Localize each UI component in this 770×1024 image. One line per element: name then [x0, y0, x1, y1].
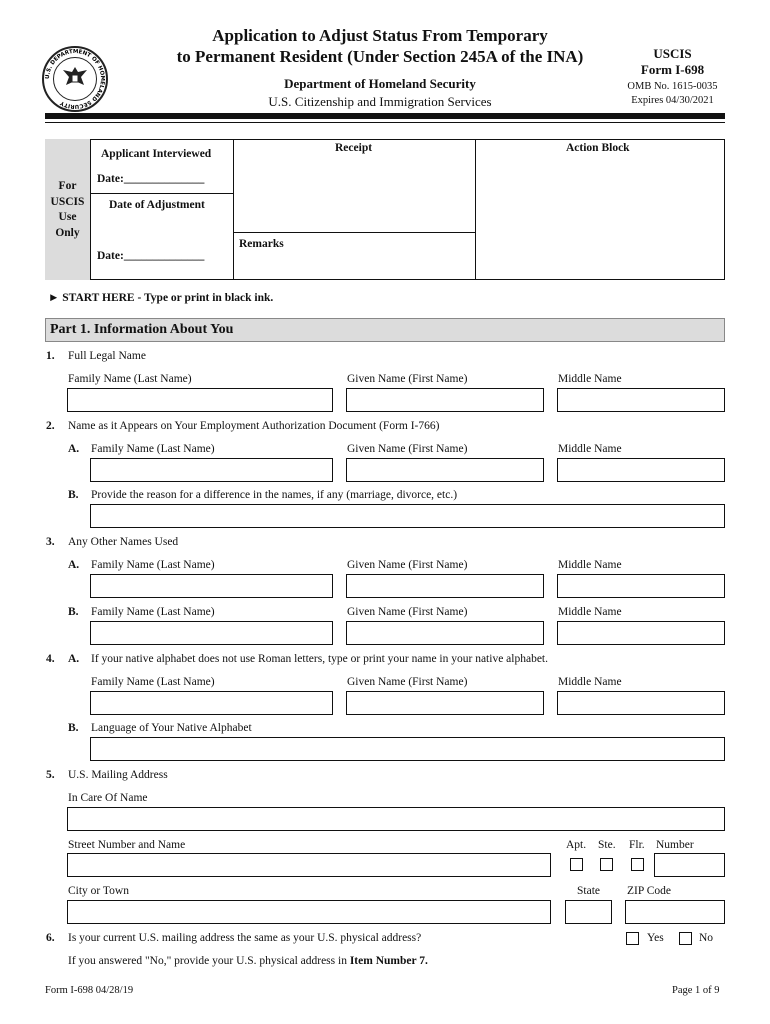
sub-item-letter: B. — [68, 489, 79, 501]
zip-code-input[interactable] — [625, 900, 725, 924]
in-care-of-input[interactable] — [67, 807, 725, 831]
svg-text:U.S. DEPARTMENT OF HOMELAND SE: U.S. DEPARTMENT OF HOMELAND SECURITY — [44, 48, 106, 110]
field-label: Family Name (Last Name) — [91, 676, 215, 688]
field-label: State — [577, 885, 600, 897]
field-label: Given Name (First Name) — [347, 606, 468, 618]
field-label: Middle Name — [558, 373, 622, 385]
field-label: Middle Name — [558, 559, 622, 571]
field-label: Ste. — [598, 839, 616, 851]
q3a-given-name-input[interactable] — [346, 574, 544, 598]
q4b-label: Language of Your Native Alphabet — [91, 722, 252, 734]
eagle-icon — [60, 63, 90, 93]
yes-checkbox[interactable] — [626, 932, 639, 945]
state-select[interactable] — [565, 900, 612, 924]
form-id-block: USCIS Form I-698 — [640, 46, 705, 77]
field-label: City or Town — [68, 885, 129, 897]
q4b-language-input[interactable] — [90, 737, 725, 761]
q1-given-name-input[interactable] — [346, 388, 544, 412]
field-label: In Care Of Name — [68, 792, 148, 804]
part1-header: Part 1. Information About You — [45, 318, 725, 342]
interview-date-label: Date:______________ — [97, 173, 205, 185]
page-number: Page 1 of 9 — [672, 985, 720, 996]
item-number: 5. — [46, 769, 55, 781]
q2a-middle-name-input[interactable] — [557, 458, 725, 482]
sub-item-letter: A. — [68, 653, 80, 665]
date-of-adjustment-label: Date of Adjustment — [109, 199, 205, 211]
field-label: Given Name (First Name) — [347, 676, 468, 688]
sub-item-letter: A. — [68, 559, 80, 571]
item-number: 3. — [46, 536, 55, 548]
q3a-family-name-input[interactable] — [90, 574, 333, 598]
q1-family-name-input[interactable] — [67, 388, 333, 412]
start-here-instruction: ► START HERE - Type or print in black ink. — [48, 292, 274, 304]
q4a-given-name-input[interactable] — [346, 691, 544, 715]
sub-item-letter: B. — [68, 606, 79, 618]
applicant-interviewed-label: Applicant Interviewed — [101, 148, 212, 160]
header-rule-thin — [45, 122, 725, 123]
divider — [475, 139, 476, 280]
adjustment-date-label: Date:______________ — [97, 250, 205, 262]
sub-item-letter: B. — [68, 722, 79, 734]
agency-name: U.S. Citizenship and Immigration Services — [268, 94, 492, 109]
divider — [91, 193, 233, 194]
field-label: Family Name (Last Name) — [68, 373, 192, 385]
field-label: Number — [656, 839, 694, 851]
q5-label: U.S. Mailing Address — [68, 769, 168, 781]
header-rule-thick — [45, 113, 725, 119]
city-input[interactable] — [67, 900, 551, 924]
for-uscis-use-only: For USCIS Use Only — [45, 139, 91, 280]
q6-label: Is your current U.S. mailing address the same as your U.S. physical address? — [68, 932, 422, 944]
q1-middle-name-input[interactable] — [557, 388, 725, 412]
q2-label: Name as it Appears on Your Employment Authorization Document (Form I-766) — [68, 420, 440, 432]
q3b-given-name-input[interactable] — [346, 621, 544, 645]
field-label: Middle Name — [558, 443, 622, 455]
field-label: Family Name (Last Name) — [91, 559, 215, 571]
item-number: 1. — [46, 350, 55, 362]
field-label: Middle Name — [558, 676, 622, 688]
q2a-family-name-input[interactable] — [90, 458, 333, 482]
q3a-middle-name-input[interactable] — [557, 574, 725, 598]
q3b-middle-name-input[interactable] — [557, 621, 725, 645]
q2a-given-name-input[interactable] — [346, 458, 544, 482]
receipt-label: Receipt — [335, 142, 373, 154]
ste-checkbox[interactable] — [600, 858, 613, 871]
q4a-middle-name-input[interactable] — [557, 691, 725, 715]
yes-label: Yes — [647, 932, 664, 944]
no-label: No — [699, 932, 714, 944]
item-number: 6. — [46, 932, 55, 944]
q2b-reason-input[interactable] — [90, 504, 725, 528]
field-label: Given Name (First Name) — [347, 559, 468, 571]
form-edition: Form I-698 04/28/19 — [45, 985, 134, 996]
flr-checkbox[interactable] — [631, 858, 644, 871]
form-title: Application to Adjust Status From Temporary to Permanent Resident (Under Section 245A of the INA) — [176, 26, 584, 66]
unit-number-input[interactable] — [654, 853, 725, 877]
q3b-family-name-input[interactable] — [90, 621, 333, 645]
item-number: 2. — [46, 420, 55, 432]
department-name: Department of Homeland Security — [284, 76, 476, 91]
dhs-seal — [42, 46, 108, 112]
divider — [233, 139, 234, 280]
omb-block: OMB No. 1615-0035 Expires 04/30/2021 — [627, 81, 718, 106]
field-label: Family Name (Last Name) — [91, 606, 215, 618]
q4a-family-name-input[interactable] — [90, 691, 333, 715]
q2b-label: Provide the reason for a difference in the names, if any (marriage, divorce, etc.) — [91, 489, 458, 501]
action-block-label: Action Block — [566, 142, 630, 154]
field-label: ZIP Code — [627, 885, 671, 897]
sub-item-letter: A. — [68, 443, 80, 455]
divider — [233, 232, 475, 233]
apt-checkbox[interactable] — [570, 858, 583, 871]
field-label: Apt. — [566, 839, 587, 851]
field-label: Flr. — [629, 839, 645, 851]
item-number: 4. — [46, 653, 55, 665]
field-label: Family Name (Last Name) — [91, 443, 215, 455]
field-label: Given Name (First Name) — [347, 443, 468, 455]
field-label: Middle Name — [558, 606, 622, 618]
q4a-label: If your native alphabet does not use Roman letters, type or print your name in your native alphabet. — [91, 653, 548, 665]
street-input[interactable] — [67, 853, 551, 877]
q6-note: If you answered "No," provide your U.S. physical address in Item Number 7. — [68, 955, 428, 967]
q1-label: Full Legal Name — [68, 350, 146, 362]
q3-label: Any Other Names Used — [68, 536, 179, 548]
field-label: Street Number and Name — [68, 839, 186, 851]
field-label: Given Name (First Name) — [347, 373, 468, 385]
remarks-label: Remarks — [239, 238, 284, 250]
no-checkbox[interactable] — [679, 932, 692, 945]
